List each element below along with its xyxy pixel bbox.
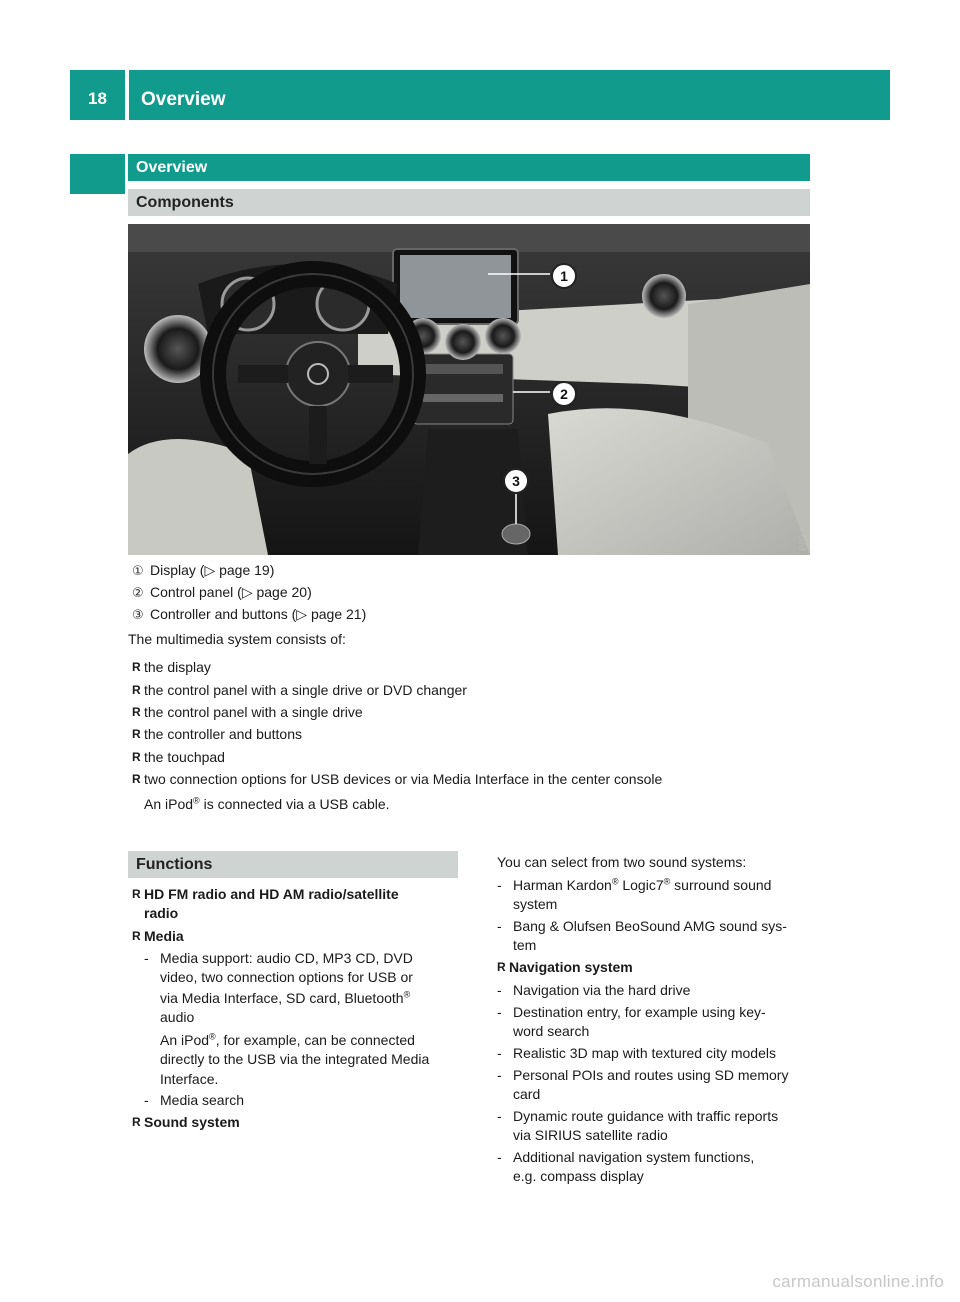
dash-icon: - — [144, 950, 149, 966]
list-item-text: the touchpad — [144, 749, 225, 765]
registered-mark: ® — [403, 989, 411, 1000]
page-number: 18 — [88, 89, 107, 108]
sub-item-text: tem — [513, 937, 537, 953]
dash-icon: - — [497, 1004, 502, 1020]
sub-item-text-part: surround sound — [670, 877, 772, 893]
sub-item-text: Realistic 3D map with textured city models — [513, 1045, 776, 1061]
sub-item-text: system — [513, 896, 558, 912]
side-tab — [70, 205, 125, 485]
legend-symbol-2: ② — [132, 585, 144, 600]
list-item-text: the controller and buttons — [144, 726, 302, 742]
dash-icon: - — [497, 877, 502, 893]
list-item-text: HD FM radio and HD AM radio/satellite — [144, 886, 399, 902]
list-item-text: Media — [144, 928, 184, 944]
bullet-icon: R — [132, 1115, 141, 1129]
section-components-heading: Components — [128, 189, 810, 216]
sub-item-text-part: Logic7 — [618, 877, 664, 893]
header-band — [129, 70, 890, 120]
sub-item-text: Navigation via the hard drive — [513, 982, 691, 998]
sub-item-text: Bang & Olufsen BeoSound AMG sound sys- — [513, 918, 787, 934]
sub-item-text: video, two connection options for USB or — [160, 969, 413, 985]
dashboard-illustration — [128, 224, 810, 555]
ipod-note-text: An iPod — [144, 796, 194, 812]
legend-symbol-1: ① — [132, 563, 144, 578]
sub-item-text: word search — [513, 1023, 590, 1039]
bullet-icon: R — [132, 660, 141, 674]
sub-item-text: Additional navigation system functions, — [513, 1149, 755, 1165]
sub-item-text — [160, 1030, 415, 1050]
bullet-icon: R — [132, 929, 141, 943]
bullet-icon: R — [132, 750, 141, 764]
callout-1: 1 — [551, 263, 577, 289]
ipod-note — [144, 793, 390, 815]
legend-text-3: Controller and buttons (▷ page 21) — [150, 606, 367, 622]
sub-item-text: via SIRIUS satellite radio — [513, 1127, 668, 1143]
registered-mark: ® — [209, 1031, 216, 1042]
bullet-icon: R — [497, 960, 506, 974]
sub-item-text-part: via Media Interface, SD card, Bluetooth — [160, 990, 404, 1006]
list-item-text: the display — [144, 659, 211, 675]
bullet-icon: R — [132, 772, 141, 786]
sound-intro: You can select from two sound systems: — [497, 854, 747, 870]
ipod-note-text: is connected via a USB cable. — [199, 796, 390, 812]
legend-item-3 — [132, 606, 366, 623]
list-item-text: the control panel with a single drive — [144, 704, 363, 720]
intro-text: The multimedia system consists of: — [128, 631, 346, 647]
dash-icon: - — [497, 1149, 502, 1165]
legend-symbol-3: ③ — [132, 607, 144, 622]
callout-2: 2 — [551, 381, 577, 407]
sub-item-text: Dynamic route guidance with traffic reports — [513, 1108, 779, 1124]
dash-icon: - — [497, 982, 502, 998]
sub-item-text: Personal POIs and routes using SD memory — [513, 1067, 789, 1083]
list-item-text: radio — [144, 905, 179, 921]
legend-item-2 — [132, 584, 312, 601]
sub-item-text-part: Harman Kardon — [513, 877, 612, 893]
legend-text-1: Display (▷ page 19) — [150, 562, 275, 578]
dash-icon: - — [144, 1092, 149, 1108]
dash-icon: - — [497, 1045, 502, 1061]
dash-icon: - — [497, 1108, 502, 1124]
sub-item-text: Media search — [160, 1092, 245, 1108]
sub-item-text: Interface. — [160, 1071, 219, 1087]
bullet-icon: R — [132, 727, 141, 741]
watermark: carmanualsonline.info — [772, 1272, 944, 1291]
section-overview-heading: Overview — [128, 154, 810, 181]
sub-item-text: e.g. compass display — [513, 1168, 644, 1184]
sub-item-text: directly to the USB via the integrated Media — [160, 1051, 430, 1067]
sub-item-text: card — [513, 1086, 541, 1102]
registered-mark: ® — [193, 795, 200, 806]
registered-mark: ® — [611, 876, 619, 887]
functions-heading: Functions — [128, 851, 458, 878]
dashboard-photo — [128, 224, 810, 555]
bullet-icon: R — [132, 705, 141, 719]
sub-item-text-part: An iPod — [160, 1032, 210, 1048]
side-tab-marker — [70, 154, 125, 194]
list-item-text: Navigation system — [509, 959, 633, 975]
dash-icon: - — [497, 918, 502, 934]
registered-mark: ® — [663, 876, 671, 887]
sub-item-text: Destination entry, for example using key- — [513, 1004, 766, 1020]
sub-item-text-part: , for example, can be connected — [215, 1032, 415, 1048]
list-item-text: two connection options for USB devices or via Media Interface in the center console — [144, 771, 663, 787]
sub-item-text — [160, 988, 410, 1008]
bullet-icon: R — [132, 887, 141, 901]
photo-reference-code: P82.87-8377-31 — [798, 486, 808, 551]
list-item-text: the control panel with a single drive or DVD changer — [144, 682, 467, 698]
list-item-text: Sound system — [144, 1114, 240, 1130]
dash-icon: - — [497, 1067, 502, 1083]
sub-item-text: audio — [160, 1009, 195, 1025]
legend-item-1 — [132, 562, 274, 579]
legend-text-2: Control panel (▷ page 20) — [150, 584, 312, 600]
header-title: Overview — [141, 89, 226, 110]
callout-3: 3 — [503, 468, 529, 494]
bullet-icon: R — [132, 683, 141, 697]
sub-item-text: Media support: audio CD, MP3 CD, DVD — [160, 950, 413, 966]
